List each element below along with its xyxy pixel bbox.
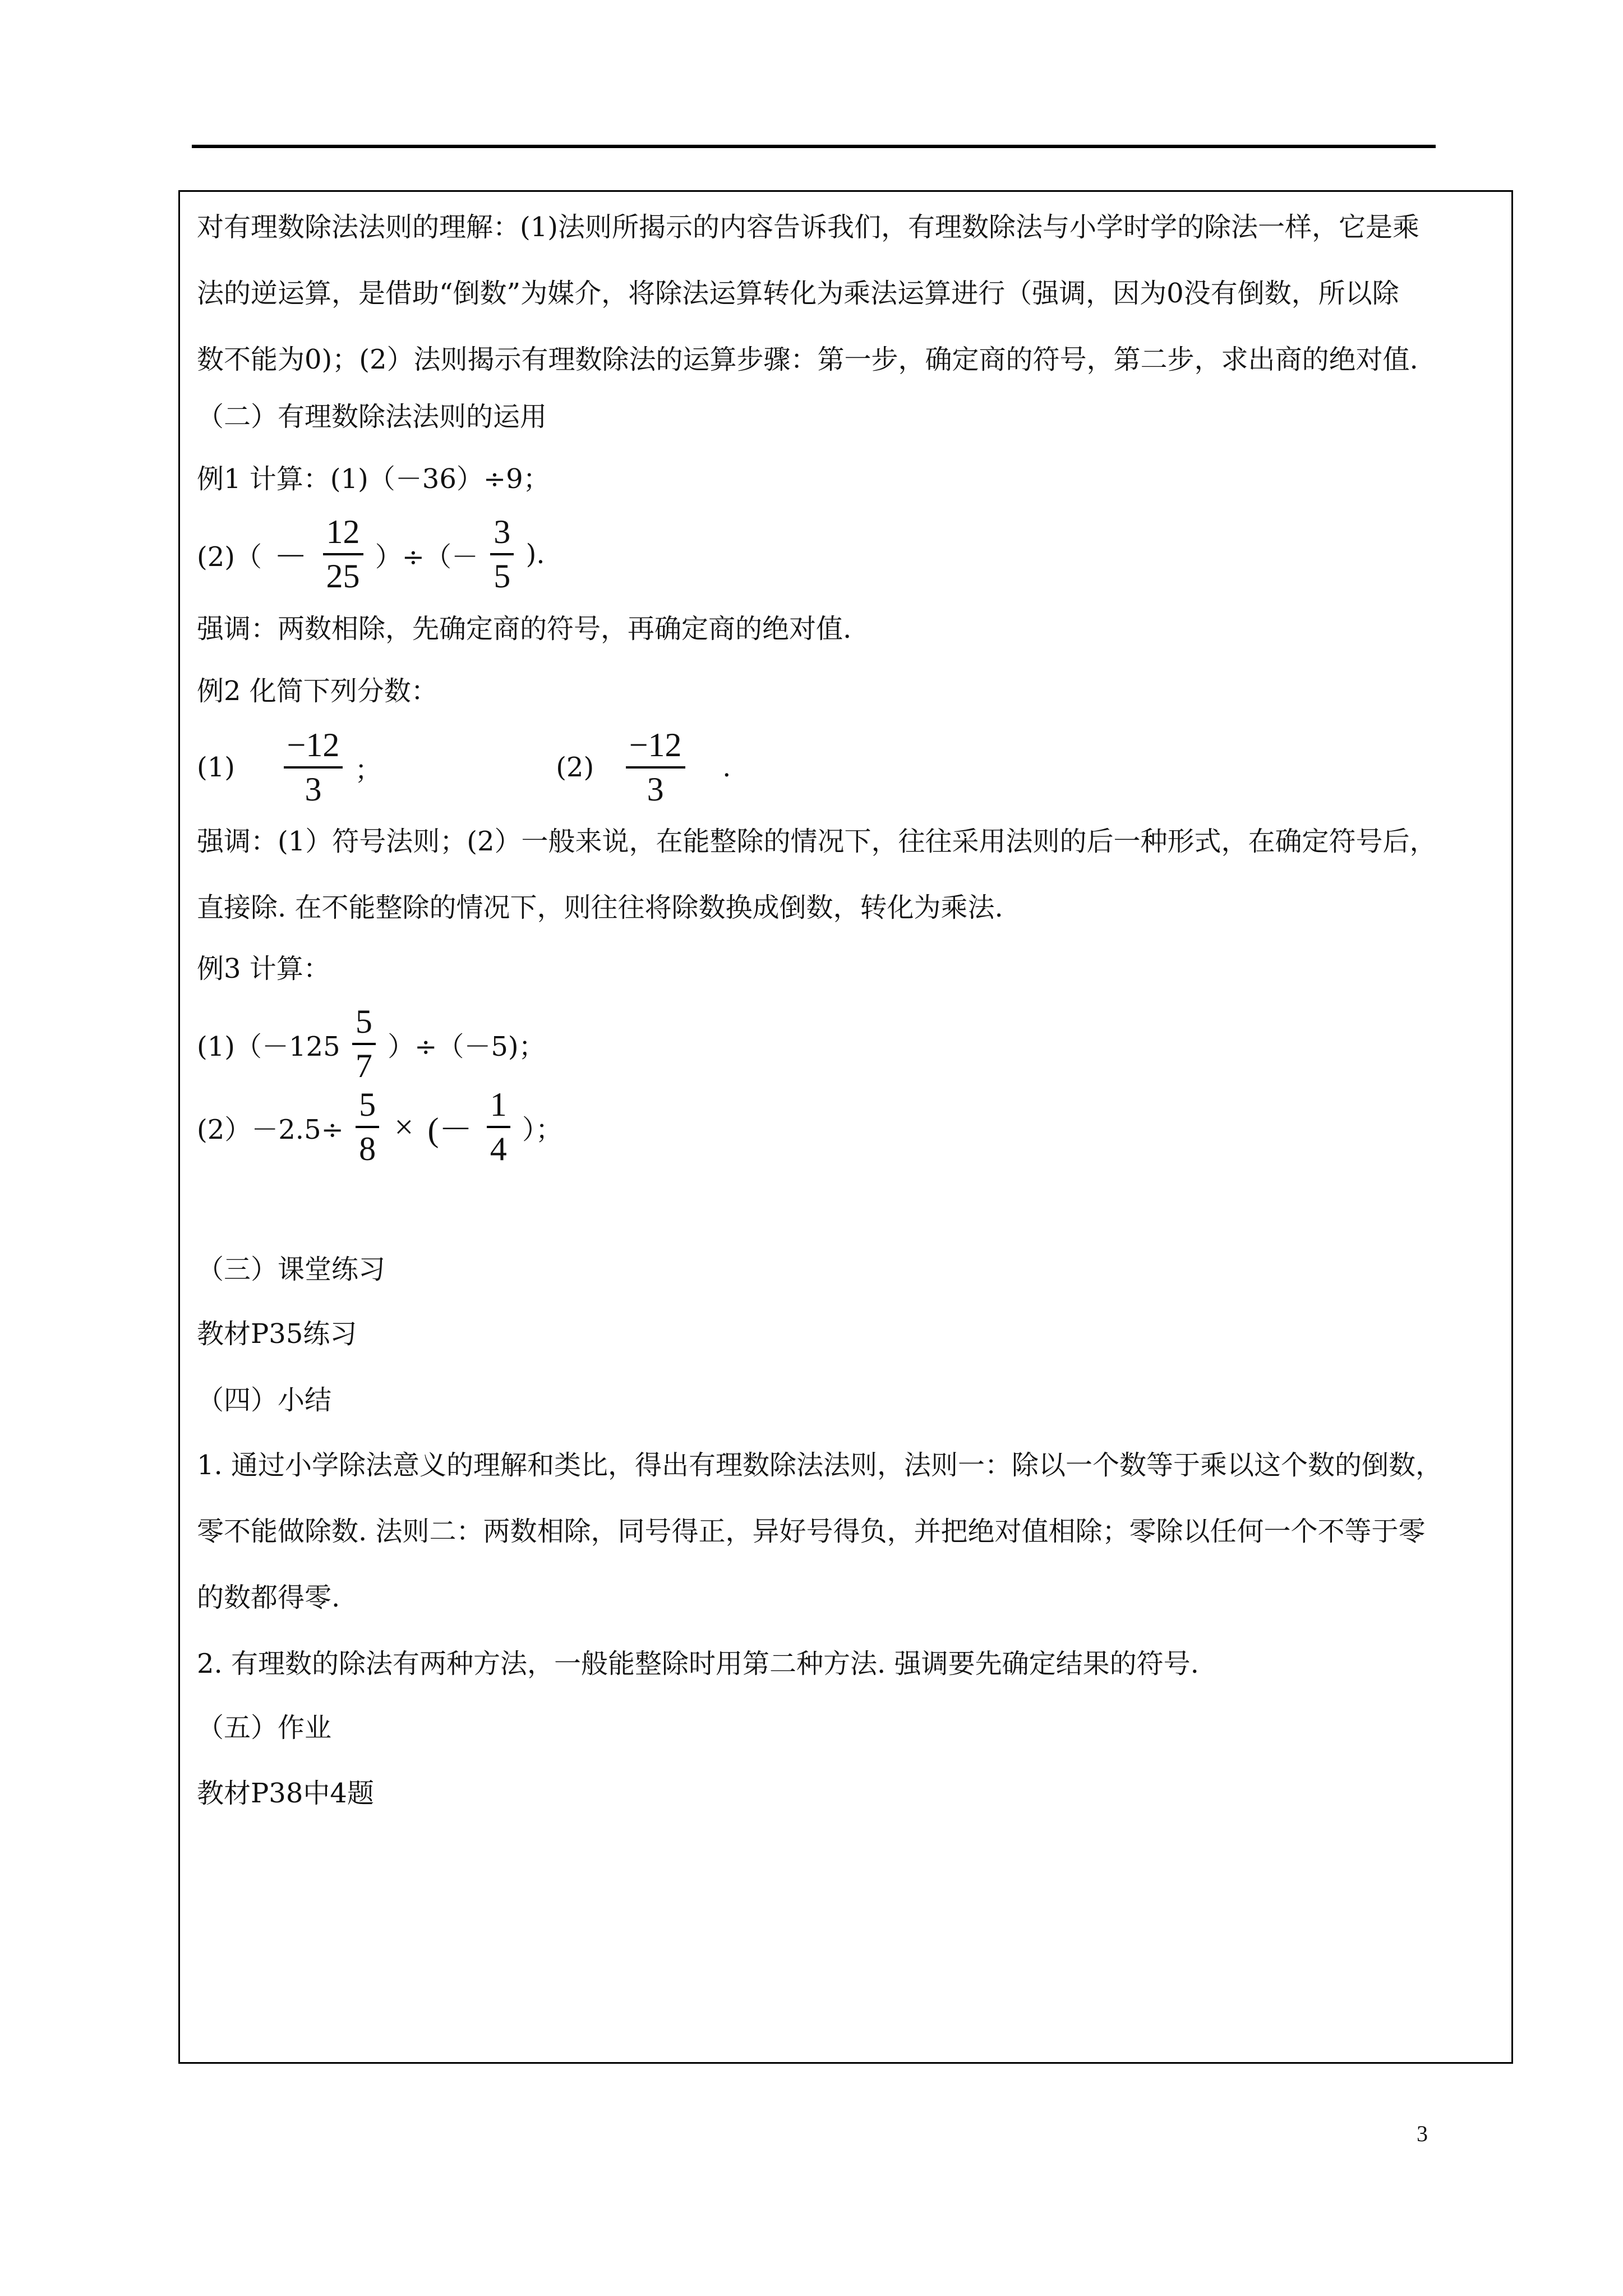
text-span: .	[722, 752, 731, 783]
text-span: ；	[354, 754, 382, 786]
note-line: 强调：两数相除，先确定商的符号，再确定商的绝对值.	[197, 613, 852, 645]
fraction-numerator: 3	[490, 514, 514, 555]
note-line: 强调：(1）符号法则；(2）一般来说，在能整除的情况下，往往采用法则的后一种形式，在确定符号后，	[197, 826, 1437, 857]
fraction-denominator: 4	[490, 1130, 507, 1167]
text-span: ）；	[522, 1114, 562, 1145]
section-heading: （四）小结	[197, 1384, 332, 1416]
fraction-denominator: 3	[647, 771, 664, 808]
paragraph-line: 教材P38中4题	[197, 1778, 374, 1809]
section-heading: （二）有理数除法法则的运用	[197, 401, 547, 432]
fraction	[356, 1087, 379, 1167]
example-line-math	[197, 1004, 546, 1084]
section-heading: （五）作业	[197, 1712, 332, 1743]
text-span: ）÷（－	[375, 541, 479, 573]
text-span: ).	[525, 539, 545, 570]
example-line: 例2 化简下列分数：	[197, 675, 438, 707]
page-number: 3	[1417, 2121, 1428, 2146]
example-line-math	[197, 728, 731, 807]
summary-line: 零不能做除数. 法则二：两数相除，同号得正，异好号得负，并把绝对值相除；零除以任何一个不等于零	[197, 1516, 1426, 1547]
fraction	[284, 728, 343, 807]
paragraph-line: 对有理数除法法则的理解：(1)法则所揭示的内容告诉我们，有理数除法与小学时学的除法一样，它是乘	[197, 211, 1419, 243]
fraction	[487, 1087, 510, 1167]
note-line: 直接除. 在不能整除的情况下，则往往将除数换成倒数，转化为乘法.	[197, 892, 1003, 923]
fraction-numerator: 1	[487, 1087, 510, 1128]
example-line: 例3 计算：	[197, 953, 330, 984]
fraction-denominator: 7	[355, 1047, 372, 1084]
text-span: ）÷（－5)；	[388, 1030, 546, 1062]
fraction-numerator: −12	[284, 728, 343, 769]
fraction-denominator: 25	[326, 558, 360, 595]
paragraph-line: 教材P35练习	[197, 1318, 357, 1350]
section-heading: （三）课堂练习	[197, 1254, 386, 1285]
times-sign: ×	[394, 1108, 414, 1145]
fraction	[490, 514, 514, 594]
text-span: (2)（	[197, 541, 262, 573]
minus-sign: －	[274, 539, 308, 576]
fraction-denominator: 3	[305, 771, 322, 808]
summary-line: 2. 有理数的除法有两种方法，一般能整除时用第二种方法. 强调要先确定结果的符号.	[197, 1648, 1199, 1680]
text-span: (1)	[197, 752, 235, 783]
fraction	[323, 514, 363, 594]
example-line-math	[197, 1087, 562, 1167]
fraction-numerator: −12	[626, 728, 685, 769]
summary-line: 的数都得零.	[197, 1582, 340, 1613]
fraction-denominator: 5	[494, 558, 511, 595]
fraction-numerator: 5	[356, 1087, 379, 1128]
paragraph-line: 法的逆运算，是借助“倒数”为媒介，将除法运算转化为乘法运算进行（强调，因为0没有倒数，所以除	[197, 278, 1399, 309]
fraction	[626, 728, 685, 807]
text-span: (1)（－125	[197, 1030, 340, 1062]
fraction-numerator: 5	[352, 1004, 376, 1045]
fraction-numerator: 12	[323, 514, 363, 555]
content-box	[178, 190, 1513, 2064]
fraction	[352, 1004, 376, 1084]
text-span: (2)	[556, 752, 594, 783]
paragraph-line: 数不能为0)；(2）法则揭示有理数除法的运算步骤：第一步，确定商的符号，第二步，求出商的绝对值.	[197, 344, 1418, 375]
summary-line: 1. 通过小学除法意义的理解和类比，得出有理数除法法则，法则一：除以一个数等于乘以这个数的倒数，	[197, 1450, 1443, 1481]
header-rule	[192, 145, 1436, 148]
example-line: 例1 计算：(1)（－36）÷9；	[197, 463, 550, 495]
text-span: (2）－2.5÷	[197, 1114, 344, 1145]
fraction-denominator: 8	[359, 1130, 376, 1167]
text-span: (－	[427, 1111, 473, 1148]
example-line-math	[197, 514, 545, 594]
